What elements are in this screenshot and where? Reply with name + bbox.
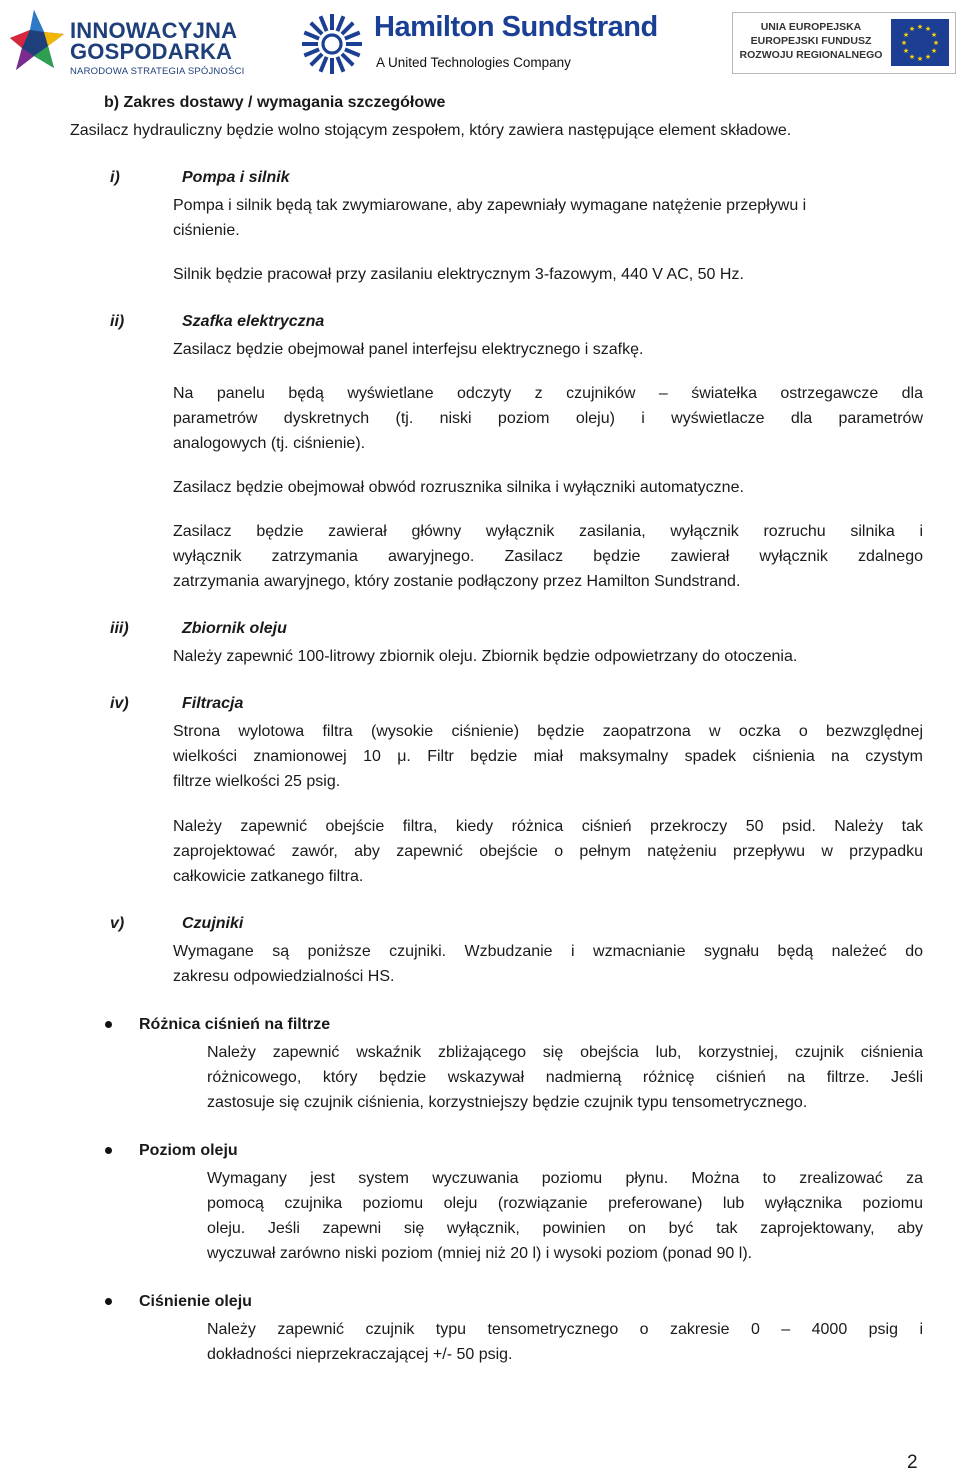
item-ii-paragraph2-line1: Na panelu będą wyświetlane odczyty z czujników – światełka ostrzegawcze dla (173, 385, 923, 402)
item-ii-paragraph3: Zasilacz będzie obejmował obwód rozrusznika silnika i wyłączniki automatyczne. (173, 479, 744, 496)
item-iv-paragraph1-line2: wielkości znamionowej 10 μ. Filtr będzie miał maksymalny spadek ciśnienia na czystym (173, 748, 923, 765)
svg-text:★: ★ (932, 39, 940, 47)
svg-text:★: ★ (916, 23, 924, 31)
page-number: 2 (907, 1452, 918, 1473)
item-v-paragraph1-line2: zakresu odpowiedzialności HS. (173, 968, 395, 985)
hamilton-sundstrand-logo (298, 12, 683, 78)
logo3-line2: EUROPEJSKI FUNDUSZ (750, 35, 872, 47)
header-logos (0, 0, 960, 90)
logo2-subtitle: A United Technologies Company (376, 55, 571, 70)
item-i-paragraph2: Silnik będzie pracował przy zasilaniu elektrycznym 3-fazowym, 440 V AC, 50 Hz. (173, 266, 744, 283)
logo3-line3: ROZWOJU REGIONALNEGO (739, 49, 883, 61)
item-iii-number: iii) (110, 620, 129, 637)
item-iv-paragraph2-line2: zaprojektować zawór, aby zapewnić obejście o pełnym natężeniu przepływu w przypadku (173, 843, 923, 860)
bullet-3-line1: Należy zapewnić czujnik typu tensometrycznego o zakresie 0 – 4000 psig i (207, 1321, 923, 1338)
svg-text:★: ★ (924, 25, 932, 33)
bullet-2-line4: wyczuwał zarówno niski poziom (mniej niż 20 l) i wysoki poziom (ponad 90 l). (207, 1245, 753, 1262)
svg-text:★: ★ (902, 47, 910, 55)
item-iv-paragraph2-line3: całkowicie zatkanego filtra. (173, 868, 364, 885)
bullet-2-title: Poziom oleju (139, 1142, 238, 1159)
item-ii-paragraph1: Zasilacz będzie obejmował panel interfejsu elektrycznego i szafkę. (173, 341, 644, 358)
star-emblem-icon (8, 8, 66, 80)
logo3-line1: UNIA EUROPEJSKA (760, 21, 862, 33)
bullet-1-line3: zastosuje się czujnik ciśnienia, korzystniejszy będzie czujnik typu tensometrycznego. (207, 1094, 808, 1111)
item-i-number: i) (110, 169, 120, 186)
sunburst-icon (300, 12, 364, 76)
logo1-subtitle: NARODOWA STRATEGIA SPÓJNOŚCI (70, 66, 245, 77)
svg-text:★: ★ (930, 47, 938, 55)
bullet-3-line2: dokładności nieprzekraczającej +/- 50 psig. (207, 1346, 513, 1363)
svg-text:★: ★ (924, 53, 932, 61)
item-iv-paragraph1-line1: Strona wylotowa filtra (wysokie ciśnienie) będzie zaopatrzona w oczka o bezwzględnej (173, 723, 923, 740)
bullet-1-line1: Należy zapewnić wskaźnik zbliżającego się obejścia lub, korzystniej, czujnik ciśnienia (207, 1044, 923, 1061)
section-intro: Zasilacz hydrauliczny będzie wolno stojącym zespołem, który zawiera następujące element składowe. (70, 122, 792, 139)
item-v-number: v) (110, 915, 125, 932)
item-iii-title: Zbiornik oleju (182, 620, 287, 637)
eu-flag-icon (891, 19, 949, 66)
item-iv-paragraph2-line1: Należy zapewnić obejście filtra, kiedy różnica ciśnień przekroczy 50 psid. Należy tak (173, 818, 923, 835)
bullet-dot (105, 1298, 112, 1305)
item-i-paragraph1-line2: ciśnienie. (173, 222, 240, 239)
innowacyjna-gospodarka-logo (8, 8, 248, 80)
svg-text:★: ★ (930, 31, 938, 39)
item-ii-paragraph4-line3: zatrzymania awaryjnego, który zostanie podłączony przez Hamilton Sundstrand. (173, 573, 741, 590)
item-i-paragraph1-line1: Pompa i silnik będą tak zwymiarowane, aby zapewniały wymagane natężenie przepływu i (173, 197, 807, 214)
logo1-line1: INNOWACYJNA (70, 18, 238, 43)
item-ii-paragraph2-line2: parametrów dyskretnych (tj. niski poziom oleju) i wyświetlacze dla parametrów (173, 410, 923, 427)
bullet-2-line3: oleju. Jeśli zapewni się wyłącznik, powinien on być tak zaprojektowany, aby (207, 1220, 923, 1237)
svg-text:★: ★ (908, 25, 916, 33)
logo1-line2: GOSPODARKA (70, 39, 233, 64)
section-heading: b) Zakres dostawy / wymagania szczegółowe (104, 94, 446, 111)
item-ii-number: ii) (110, 313, 125, 330)
bullet-dot (105, 1147, 112, 1154)
bullet-1-line2: różnicowego, który będzie wskazywał nadmierną różnicę ciśnień na filtrze. Jeśli (207, 1069, 923, 1086)
item-ii-paragraph2-line3: analogowych (tj. ciśnienie). (173, 435, 366, 452)
svg-text:★: ★ (916, 55, 924, 63)
item-iv-number: iv) (110, 695, 129, 712)
item-v-title: Czujniki (182, 915, 244, 932)
svg-text:★: ★ (900, 39, 908, 47)
bullet-2-line2: pomocą czujnika poziomu oleju (rozwiązanie preferowane) lub wyłącznika poziomu (207, 1195, 923, 1212)
bullet-2-line1: Wymagany jest system wyczuwania poziomu płynu. Można to zrealizować za (207, 1170, 923, 1187)
svg-text:★: ★ (908, 53, 916, 61)
item-ii-paragraph4-line1: Zasilacz będzie zawierał główny wyłącznik zasilania, wyłącznik rozruchu silnika i (173, 523, 923, 540)
eu-fund-logo (732, 12, 956, 74)
bullet-1-title: Różnica ciśnień na filtrze (139, 1016, 331, 1033)
item-ii-title: Szafka elektryczna (182, 313, 325, 330)
item-iv-title: Filtracja (182, 695, 244, 712)
item-iv-paragraph1-line3: filtrze wielkości 25 psig. (173, 773, 341, 790)
bullet-3-title: Ciśnienie oleju (139, 1293, 252, 1310)
item-i-title: Pompa i silnik (182, 169, 290, 186)
svg-text:★: ★ (902, 31, 910, 39)
item-v-paragraph1-line1: Wymagane są poniższe czujniki. Wzbudzanie i wzmacnianie sygnału będą należeć do (173, 943, 923, 960)
logo2-name: Hamilton Sundstrand (374, 11, 658, 43)
item-iii-paragraph1: Należy zapewnić 100-litrowy zbiornik oleju. Zbiornik będzie odpowietrzany do otoczenia. (173, 648, 798, 665)
bullet-dot (105, 1021, 112, 1028)
item-ii-paragraph4-line2: wyłącznik zatrzymania awaryjnego. Zasilacz będzie zawierał wyłącznik zdalnego (173, 548, 923, 565)
